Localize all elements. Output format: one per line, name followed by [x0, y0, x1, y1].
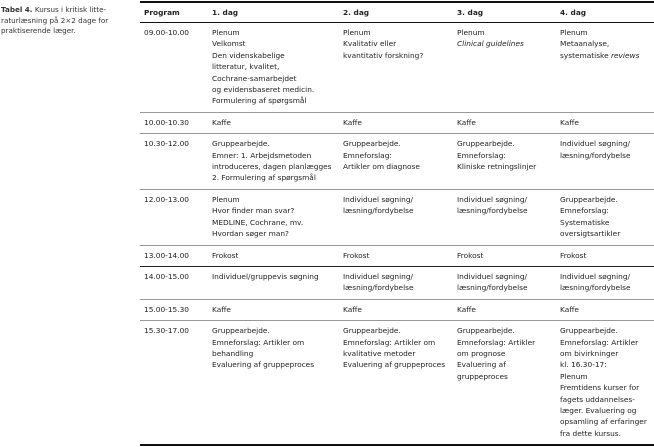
- cell-line: Kaffe: [560, 117, 579, 127]
- cell-line: oversigtsartikler: [560, 229, 621, 239]
- cell-line: Plenum: [212, 28, 240, 37]
- cell-line: Kaffe: [212, 304, 231, 314]
- table-row: [140, 189, 654, 245]
- day-3-cell: [453, 299, 556, 320]
- header-day-1: 1. dag: [212, 7, 239, 17]
- day-2-cell: [339, 112, 453, 133]
- table-header-row: [140, 2, 654, 23]
- cell-line: læsning/fordybelse: [457, 283, 528, 293]
- cell-line: Velkomst: [212, 39, 246, 49]
- cell-line: Individuel/gruppevis søgning: [212, 271, 319, 281]
- time-cell: 15.00-15.30: [144, 304, 189, 314]
- table-row: [140, 299, 654, 320]
- day-4-cell: [556, 112, 654, 133]
- cell-line: kvalitative metoder: [343, 348, 416, 358]
- cell-line: Gruppearbejde.: [560, 326, 618, 336]
- cell-line: Frokost: [212, 250, 239, 260]
- day-4-cell: [556, 245, 654, 266]
- cell-line: Individuel søgning/: [457, 194, 528, 204]
- cell-line: Emneforslag:: [457, 150, 506, 160]
- cell-line: læsning/fordybelse: [560, 283, 631, 293]
- day-1-cell: [208, 134, 339, 190]
- time-cell: 09.00-10.00: [144, 28, 189, 37]
- cell-line: Gruppearbejde.: [343, 326, 401, 336]
- cell-line: [457, 38, 552, 49]
- table-row: [140, 245, 654, 266]
- cell-line: Metaanalyse,: [560, 39, 610, 49]
- cell-line: læsning/fordybelse: [457, 206, 528, 216]
- cell-line: Individuel søgning/: [343, 194, 414, 204]
- day-3-cell: [453, 321, 556, 446]
- time-cell: 10.00-10.30: [144, 117, 189, 127]
- cell-line: Individuel søgning/: [560, 271, 631, 281]
- cell-line: introduceres, dagen planlægges: [212, 162, 332, 172]
- day-3-cell: [453, 134, 556, 190]
- cell-line: Plenum: [212, 194, 240, 204]
- cell-line: Frokost: [560, 250, 587, 260]
- cell-line: læsning/fordybelse: [560, 150, 631, 160]
- time-cell: 14.00-15.00: [144, 271, 189, 281]
- day-1-cell: [208, 321, 339, 446]
- cell-line: Evaluering af gruppeproces: [343, 360, 446, 370]
- cell-segment: reviews: [610, 50, 640, 60]
- day-3-cell: [453, 189, 556, 245]
- table-caption: [1, 5, 131, 37]
- day-3-cell: [453, 266, 556, 299]
- cell-line: Kvalitativ eller: [343, 39, 397, 49]
- cell-line: Kaffe: [457, 117, 476, 127]
- day-2-cell: [339, 245, 453, 266]
- cell-line: Individuel søgning/: [343, 271, 414, 281]
- header-program: Program: [144, 7, 180, 17]
- cell-line: gruppeproces: [457, 371, 508, 381]
- cell-line: Gruppearbejde.: [457, 139, 515, 149]
- cell-line: MEDLINE, Cochrane, mv.: [212, 217, 304, 227]
- cell-line: kvantitativ forskning?: [343, 50, 424, 60]
- cell-line: Gruppearbejde.: [343, 139, 401, 149]
- day-4-cell: [556, 266, 654, 299]
- cell-line: Kliniske retningslinjer: [457, 162, 537, 172]
- day-3-cell: [453, 23, 556, 113]
- day-4-cell: [556, 189, 654, 245]
- cell-line: Individuel søgning/: [457, 271, 528, 281]
- table-row: [140, 112, 654, 133]
- cell-line: Frokost: [343, 250, 370, 260]
- day-2-cell: [339, 189, 453, 245]
- day-4-cell: [556, 299, 654, 320]
- cell-line: [560, 50, 650, 61]
- cell-line: Evaluering af: [457, 360, 506, 370]
- day-1-cell: [208, 23, 339, 113]
- cell-line: Artikler om diagnose: [343, 162, 420, 172]
- day-2-cell: [339, 266, 453, 299]
- time-cell: 10.30-12.00: [144, 139, 189, 149]
- day-1-cell: [208, 112, 339, 133]
- program-table: [140, 1, 654, 446]
- cell-segment: systematiske: [560, 50, 611, 60]
- cell-line: Plenum: [560, 28, 588, 37]
- cell-line: Plenum: [560, 371, 588, 381]
- cell-line: Den videnskabelige: [212, 50, 285, 60]
- cell-line: Kaffe: [457, 304, 476, 314]
- cell-line: om prognose: [457, 348, 506, 358]
- cell-line: Plenum: [343, 28, 371, 37]
- cell-line: litteratur, kvalitet,: [212, 62, 280, 72]
- cell-segment: Clinical guidelines: [457, 39, 524, 49]
- cell-line: behandling: [212, 348, 254, 358]
- cell-line: Evaluering af gruppeproces: [212, 360, 315, 370]
- cell-line: Formulering af spørgsmål: [212, 96, 307, 106]
- time-cell: 13.00-14.00: [144, 250, 189, 260]
- day-4-cell: [556, 134, 654, 190]
- table-row: [140, 23, 654, 113]
- cell-line: Emneforslag: Artikler: [560, 337, 639, 347]
- cell-line: Gruppearbejde.: [457, 326, 515, 336]
- table-row: [140, 321, 654, 446]
- day-2-cell: [339, 299, 453, 320]
- cell-line: læger. Evaluering og: [560, 405, 637, 415]
- cell-line: 2. Formulering af spørgsmål: [212, 173, 316, 183]
- day-1-cell: [208, 299, 339, 320]
- cell-line: Gruppearbejde.: [212, 139, 270, 149]
- time-cell: 12.00-13.00: [144, 194, 189, 204]
- day-2-cell: [339, 321, 453, 446]
- cell-line: Emneforslag: Artikler om: [212, 337, 305, 347]
- cell-line: og evidensbaseret medicin.: [212, 85, 315, 95]
- cell-line: Cochrane-samarbejdet: [212, 73, 297, 83]
- cell-line: Gruppearbejde.: [560, 194, 618, 204]
- cell-line: Gruppearbejde.: [212, 326, 270, 336]
- cell-line: Kaffe: [343, 304, 362, 314]
- day-4-cell: [556, 321, 654, 446]
- cell-line: læsning/fordybelse: [343, 206, 414, 216]
- day-1-cell: [208, 189, 339, 245]
- day-2-cell: [339, 23, 453, 113]
- cell-line: fagets uddannelses-: [560, 394, 635, 404]
- cell-line: Individuel søgning/: [560, 139, 631, 149]
- table-row: [140, 134, 654, 190]
- day-4-cell: [556, 23, 654, 113]
- cell-line: Hvor finder man svar?: [212, 206, 295, 216]
- cell-line: Kaffe: [343, 117, 362, 127]
- cell-line: Emneforslag:: [343, 150, 392, 160]
- cell-line: opsamling af erfaringer: [560, 417, 647, 427]
- cell-line: Emneforslag: Artikler om: [343, 337, 436, 347]
- day-2-cell: [339, 134, 453, 190]
- table-row: [140, 266, 654, 299]
- day-3-cell: [453, 112, 556, 133]
- caption-label: Tabel 4.: [1, 5, 33, 14]
- cell-line: Hvordan søger man?: [212, 229, 289, 239]
- cell-line: Emneforslag: Artikler: [457, 337, 536, 347]
- header-day-3: 3. dag: [457, 7, 484, 17]
- day-1-cell: [208, 266, 339, 299]
- cell-line: Kaffe: [560, 304, 579, 314]
- caption-text: Kursus i kritisk litte-raturlæsning på 2×2 dage for praktiserende læger.: [1, 5, 109, 35]
- cell-line: Kaffe: [212, 117, 231, 127]
- cell-line: Plenum: [457, 28, 485, 37]
- cell-line: Systematiske: [560, 217, 610, 227]
- cell-line: om bivirkninger: [560, 348, 619, 358]
- cell-line: fra dette kursus.: [560, 428, 621, 438]
- cell-line: læsning/fordybelse: [343, 283, 414, 293]
- day-3-cell: [453, 245, 556, 266]
- cell-line: Fremtidens kurser for: [560, 383, 640, 393]
- header-day-2: 2. dag: [343, 7, 370, 17]
- time-cell: 15.30-17.00: [144, 326, 189, 336]
- cell-line: Emneforslag:: [560, 206, 609, 216]
- day-1-cell: [208, 245, 339, 266]
- cell-line: kl. 16.30-17:: [560, 360, 607, 370]
- cell-line: Emner: 1. Arbejdsmetoden: [212, 150, 312, 160]
- header-day-4: 4. dag: [560, 7, 587, 17]
- cell-line: Frokost: [457, 250, 484, 260]
